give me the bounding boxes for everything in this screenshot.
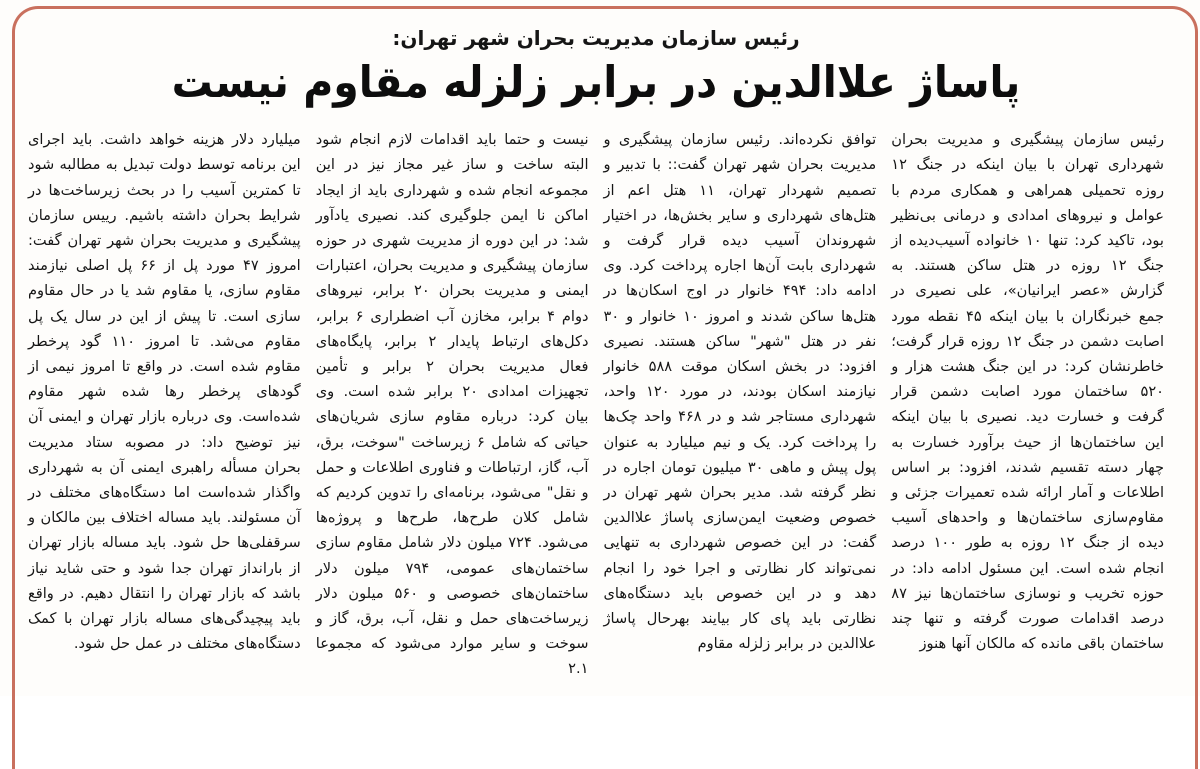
article-column-3: نیست و حتما باید اقدامات لازم انجام شود البته ساخت و ساز غیر مجاز نیز در این مجموعه انجام شده و شهرداری باید از ایجاد اماکن نا ایمن جلوگیری کند. نصیری یادآور شد: در این دوره از مدیریت شهری در حوزه سازمان پیشگیری و مدیریت بحران، اعتبارات ایمنی و مدیریت بحران ۲۰ برابر، نیروهای دوام ۴ برابر، مخازن آب اضطراری ۶ برابر، دکل‌های ارتباط پایدار ۲ برابر، پایگاه‌های فعال مدیریت بحران ۲ برابر و تأمین تجهیزات امدادی ۲۰ برابر شده است. وی بیان کرد: درباره مقاوم سازی شریان‌های حیاتی که شامل ۶ زیرساخت "سوخت، برق، آب، گاز، ارتباطات و فناوری اطلاعات و حمل و نقل" می‌شود، برنامه‌ای را تدوین کردیم که شامل کلان طرح‌ها، طرح‌ها و پروژه‌ها می‌شود. ۷۲۴ میلون دلار شامل مقاوم سازی ساختمان‌های عمومی، ۷۹۴ میلون دلار ساختمان‌های خصوصی و ۵۶۰ میلون دلار زیرساخت‌های حمل و نقل، آب، برق، گاز و سوخت و سایر موارد می‌شود که مجموعا ۲.۱ xyxy=(316,127,589,681)
article-column-4: میلیارد دلار هزینه خواهد داشت. باید اجرای این برنامه توسط دولت تبدیل به مطالبه شود تا کمترین آسیب را در بحث زیرساخت‌ها در شرایط بحران داشته باشیم. رییس سازمان پیشگیری و مدیریت بحران شهر تهران گفت: امروز ۴۷ مورد پل از ۶۶ پل اصلی نیازمند مقاوم سازی، یا مقاوم شد یا در حال مقاوم سازی است. تا پیش از این در سال یک پل مقاوم می‌شد. تا امروز ۱۱۰ گود پرخطر مقاوم شده است. در واقع تا امروز نیمی از گودهای پرخطر رها شده شهر مقاوم شده‌است. وی درباره بازار تهران و ایمنی آن نیز توضیح داد: در مصوبه ستاد مدیریت بحران مسأله راهبری ایمنی آن به شهرداری واگذار شده‌است اما دستگاه‌های مختلف در آن مسئولند. باید مساله اختلاف بین مالکان و سرقفلی‌ها حل شود. باید مساله بازار تهران از بارانداز تهران جدا شود و حتی شاید نیاز باشد که بازار تهران را انتقال دهیم. در واقع باید پیچیدگی‌های مساله بازار تهران با کمک دستگاه‌های مختلف در عمل حل شود. xyxy=(28,127,301,681)
article-headline: پاساژ علاالدین در برابر زلزله مقاوم نیست xyxy=(26,59,1166,107)
article-kicker: رئیس سازمان مدیریت بحران شهر تهران: xyxy=(26,26,1166,50)
article-column-1: رئیس سازمان پیشگیری و مدیریت بحران شهرداری تهران با بیان اینکه در جنگ ۱۲ روزه تحمیلی همراهی و همکاری مردم با عوامل و نیروهای امدادی و درمانی بی‌نظیر بود، تاکید کرد: تنها ۱۰ خانواده آسیب‌دیده از جنگ ۱۲ روزه در هتل ساکن هستند. به گزارش «عصر ایرانیان»، علی نصیری در جمع خبرنگاران با بیان اینکه ۴۵ نقطه مورد اصابت دشمن در جنگ ۱۲ روزه قرار گرفت؛ خاطرنشان کرد: در این جنگ هشت هزار و ۵۲۰ ساختمان مورد اصابت دشمن قرار گرفت و خسارت دید. نصیری با بیان اینکه این ساختمان‌ها از حیث برآورد خسارت به چهار دسته تقسیم شدند، افزود: بر اساس اطلاعات و آمار ارائه شده تعمیرات جزئی و مقاوم‌سازی ساختمان‌ها و واحدهای آسیب دیده از جنگ ۱۲ روزه به طور ۱۰۰ درصد انجام شده است. این مسئول ادامه داد: در حوزه تخریب و نوسازی ساختمان‌ها نیز ۸۷ درصد اقدامات صورت گرفته و تنها چند ساختمان باقی مانده که مالکان آنها هنوز xyxy=(891,127,1164,681)
article-columns xyxy=(26,123,1166,681)
article xyxy=(26,18,1166,682)
article-column-2: توافق نکرده‌اند. رئیس سازمان پیشگیری و مدیریت بحران شهر تهران گفت:: با تدبیر و تصمیم شهردار تهران، ۱۱ هتل اعم از هتل‌های شهرداری و سایر بخش‌ها، در اختیار شهروندان آسیب دیده قرار گرفت و شهرداری بابت آن‌ها اجاره پرداخت کرد. وی ادامه داد: ۴۹۴ خانوار در اوج اسکان‌ها در هتل‌ها ساکن شدند و امروز ۱۰ خانوار و ۳۰ نفر در هتل "شهر" ساکن هستند. نصیری افزود: در بخش اسکان موقت ۵۸۸ خانوار نیازمند اسکان بودند، در مورد ۱۲۰ واحد، شهرداری مستاجر شد و در ۴۶۸ واحد چک‌ها را پرداخت کرد. یک و نیم میلیارد به عنوان پول پیش و ماهی ۳۰ میلیون تومان اجاره در نظر گرفته شد. مدیر بحران شهر تهران در خصوص وضعیت ایمن‌سازی پاساژ علاالدین گفت: در این خصوص شهرداری به تنهایی نمی‌تواند کار نظارتی و اجرا خود را انجام دهد و در این خصوص باید دستگاه‌های نظارتی باید پای کار بیایند بهرحال پاساژ علاالدین در برابر زلزله مقاوم xyxy=(604,127,877,681)
